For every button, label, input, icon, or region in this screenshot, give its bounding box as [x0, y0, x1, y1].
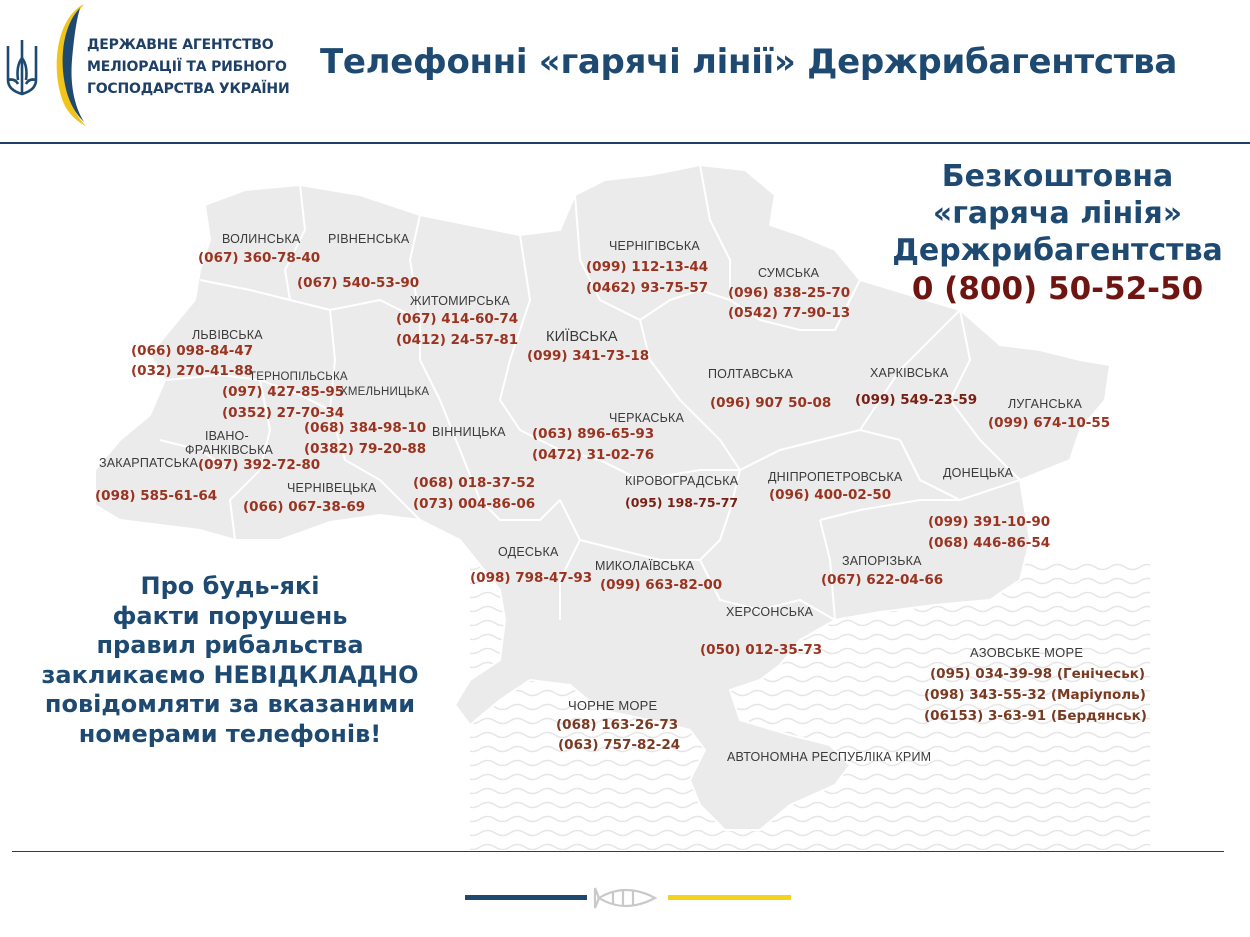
hotline-line-2: «гаряча лінія» [932, 196, 1183, 231]
region-label: ЧЕРНІВЕЦЬКА [287, 481, 377, 495]
free-hotline-block [880, 158, 1235, 309]
region-phone[interactable]: (0352) 27-70-34 [222, 405, 345, 421]
region-label: РІВНЕНСЬКА [328, 232, 410, 246]
region-label: ДНІПРОПЕТРОВСЬКА [768, 470, 903, 484]
region-phone[interactable]: (098) 585-61-64 [95, 488, 218, 504]
trident-icon [8, 40, 36, 94]
region-label: ЛЬВІВСЬКА [192, 328, 263, 342]
region-phone[interactable]: (095) 034-39-98 (Генічеськ) [930, 666, 1146, 682]
region-phone[interactable]: (0462) 93-75-57 [586, 280, 709, 296]
region-phone[interactable]: (066) 098-84-47 [131, 343, 254, 359]
region-phone[interactable]: (096) 838-25-70 [728, 285, 851, 301]
hotline-line-1: Безкоштовна [941, 159, 1174, 194]
appeal-line: закликаємо НЕВІДКЛАДНО [41, 660, 419, 689]
appeal-line: повідомляти за вказаними [44, 690, 416, 719]
region-label: ХМЕЛЬНИЦЬКА [340, 386, 430, 398]
region-label: ОДЕСЬКА [498, 545, 559, 559]
region-label: ДОНЕЦЬКА [943, 466, 1014, 480]
region-phone[interactable]: (063) 896-65-93 [532, 426, 655, 442]
footer-decoration [465, 880, 795, 916]
appeal-message [10, 572, 450, 750]
region-phone[interactable]: (099) 112-13-44 [586, 259, 709, 275]
hotline-number[interactable]: 0 (800) 50-52-50 [911, 271, 1204, 307]
region-phone[interactable]: (097) 392-72-80 [198, 457, 321, 473]
region-label: ЗАПОРІЗЬКА [842, 554, 922, 568]
region-label: ЖИТОМИРСЬКА [410, 294, 510, 308]
region-label: ПОЛТАВСЬКА [708, 367, 794, 381]
region-label: ЧЕРКАСЬКА [609, 411, 684, 425]
region-phone[interactable]: (096) 907 50-08 [710, 395, 832, 411]
region-phone[interactable]: (068) 384-98-10 [304, 420, 427, 436]
region-label: КИЇВСЬКА [546, 329, 618, 345]
region-phone[interactable]: (068) 163-26-73 [556, 717, 679, 733]
region-label: СУМСЬКА [758, 266, 820, 280]
region-label: ХЕРСОНСЬКА [726, 605, 814, 619]
region-phone[interactable]: (067) 540-53-90 [297, 275, 420, 291]
region-phone[interactable]: (0412) 24-57-81 [396, 332, 519, 348]
region-label: ТЕРНОПІЛЬСЬКА [249, 371, 348, 383]
region-phone[interactable]: (0382) 79-20-88 [304, 441, 427, 457]
region-phone[interactable]: (096) 400-02-50 [769, 487, 892, 503]
region-phone[interactable]: (067) 360-78-40 [198, 250, 321, 266]
region-label: МИКОЛАЇВСЬКА [595, 559, 695, 573]
region-phone[interactable]: (098) 343-55-32 (Маріуполь) [924, 687, 1146, 703]
region-phone[interactable]: (066) 067-38-69 [243, 499, 366, 515]
region-label: ЧОРНЕ МОРЕ [568, 698, 658, 713]
region-phone[interactable]: (097) 427-85-95 [222, 384, 345, 400]
region-phone[interactable]: (068) 446-86-54 [928, 535, 1051, 551]
region-phone[interactable]: (0542) 77-90-13 [728, 305, 851, 321]
region-phone[interactable]: (095) 198-75-77 [625, 495, 739, 510]
region-label: ЗАКАРПАТСЬКА [99, 456, 199, 470]
region-label: ЧЕРНІГІВСЬКА [609, 239, 700, 253]
region-phone[interactable]: (067) 622-04-66 [821, 572, 944, 588]
region-label: КІРОВОГРАДСЬКА [625, 474, 739, 488]
region-label: АЗОВСЬКЕ МОРЕ [970, 645, 1084, 660]
region-phone[interactable]: (099) 674-10-55 [988, 415, 1111, 431]
region-phone[interactable]: (099) 549-23-59 [855, 392, 978, 408]
region-label: АВТОНОМНА РЕСПУБЛІКА КРИМ [727, 750, 932, 764]
region-label: ХАРКІВСЬКА [870, 366, 949, 380]
blue-stripe [465, 895, 587, 900]
region-phone[interactable]: (068) 018-37-52 [413, 475, 536, 491]
appeal-line: факти порушень [112, 601, 348, 630]
hotline-line-3: Держрибагентства [892, 233, 1223, 268]
region-phone[interactable]: (098) 798-47-93 [470, 570, 593, 586]
agency-name-line-2: МЕЛІОРАЦІЇ ТА РИБНОГО [87, 59, 287, 75]
page-title: Телефонні «гарячі лінії» Держрибагентства [320, 42, 1178, 82]
region-phone[interactable]: (06153) 3-63-91 (Бердянськ) [924, 708, 1147, 724]
region-label: ФРАНКІВСЬКА [185, 443, 274, 457]
agency-name-line-3: ГОСПОДАРСТВА УКРАЇНИ [87, 81, 290, 97]
appeal-line: правил рибальства [96, 631, 364, 660]
region-phone[interactable]: (032) 270-41-88 [131, 363, 254, 379]
region-label: ІВАНО- [205, 429, 249, 443]
region-phone[interactable]: (099) 663-82-00 [600, 577, 723, 593]
region-label: ВІННИЦЬКА [432, 425, 506, 439]
region-phone[interactable]: (099) 391-10-90 [928, 514, 1051, 530]
region-phone[interactable]: (050) 012-35-73 [700, 642, 823, 658]
region-phone[interactable]: (0472) 31-02-76 [532, 447, 655, 463]
appeal-line: номерами телефонів! [78, 719, 382, 748]
region-label: ЛУГАНСЬКА [1008, 397, 1083, 411]
region-phone[interactable]: (073) 004-86-06 [413, 496, 536, 512]
region-label: ВОЛИНСЬКА [222, 232, 301, 246]
region-phone[interactable]: (063) 757-82-24 [558, 737, 681, 753]
appeal-line: Про будь-які [140, 572, 320, 600]
agency-name-line-1: ДЕРЖАВНЕ АГЕНТСТВО [87, 37, 274, 53]
fish-icon [595, 888, 655, 908]
yellow-stripe [668, 895, 791, 900]
footer-divider [12, 851, 1224, 852]
region-phone[interactable]: (067) 414-60-74 [396, 311, 519, 327]
region-phone[interactable]: (099) 341-73-18 [527, 348, 650, 364]
header-divider [0, 142, 1250, 144]
